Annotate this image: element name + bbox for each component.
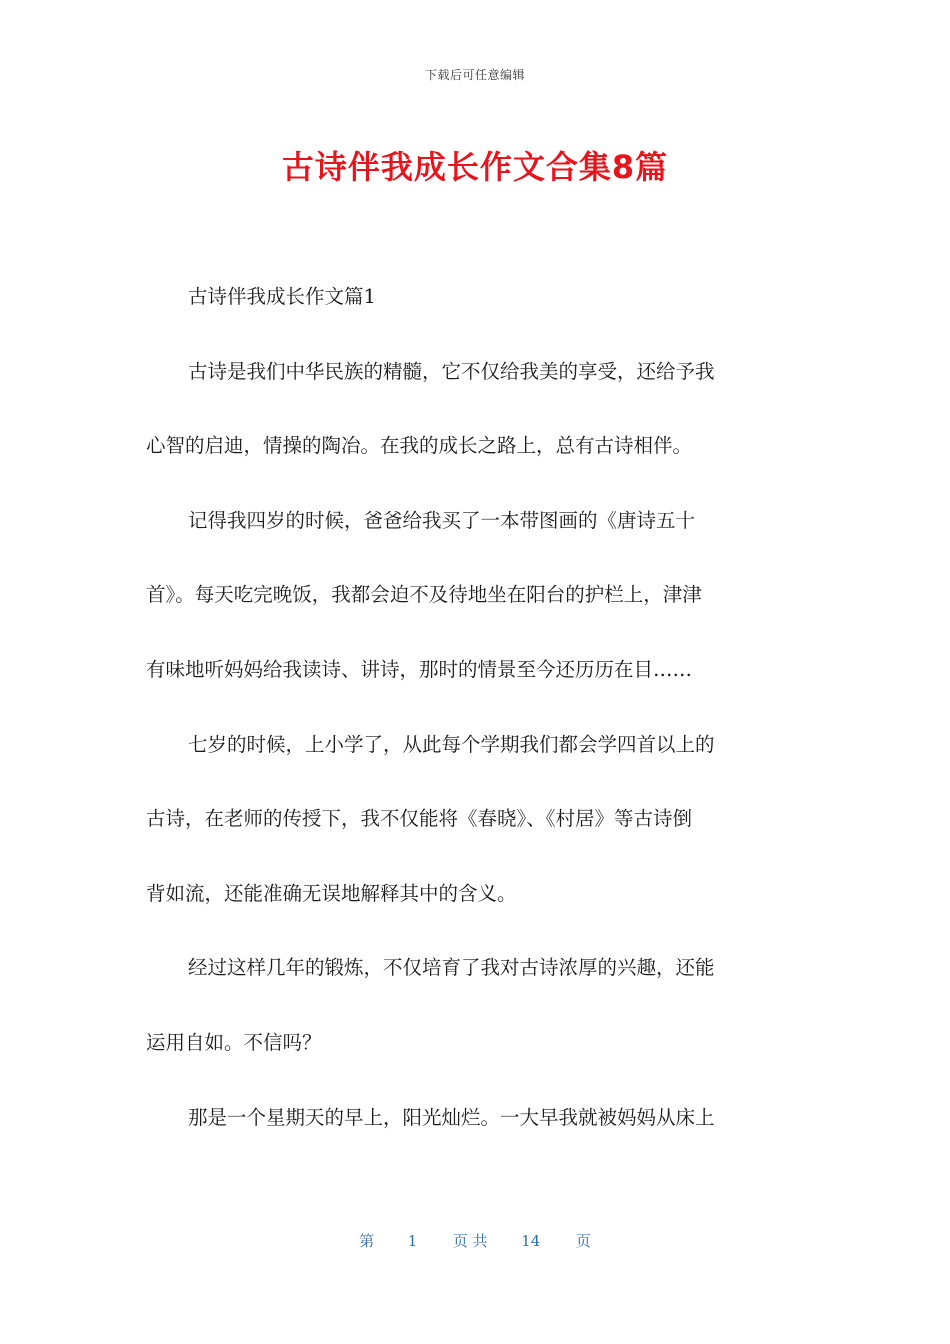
body-line: 心智的启迪，情操的陶冶。在我的成长之路上，总有古诗相伴。 bbox=[146, 434, 693, 458]
page-label-prefix: 第 bbox=[359, 1232, 375, 1250]
body-line: 背如流，还能准确无误地解释其中的含义。 bbox=[146, 881, 517, 905]
document-title: 古诗伴我成长作文合集8篇 bbox=[281, 148, 669, 186]
page-number: 1 bbox=[407, 1232, 418, 1250]
header-note: 下载后可任意编辑 bbox=[424, 68, 525, 82]
body-line: 记得我四岁的时候，爸爸给我买了一本带图画的《唐诗五十 bbox=[188, 508, 696, 532]
page-label-suffix: 页 bbox=[575, 1232, 591, 1250]
body-line: 古诗是我们中华民族的精髓，它不仅给我美的享受，还给予我 bbox=[188, 359, 715, 383]
body-line: 古诗伴我成长作文篇1 bbox=[188, 285, 376, 308]
body-line: 古诗，在老师的传授下，我不仅能将《春晓》、《村居》等古诗倒 bbox=[146, 807, 693, 831]
body-line: 那是一个星期天的早上，阳光灿烂。一大早我就被妈妈从床上 bbox=[188, 1105, 715, 1129]
total-pages: 14 bbox=[521, 1232, 541, 1250]
body-line: 有味地听妈妈给我读诗、讲诗，那时的情景至今还历历在目…… bbox=[146, 657, 693, 681]
body-line: 经过这样几年的锻炼，不仅培育了我对古诗浓厚的兴趣，还能 bbox=[188, 956, 715, 980]
body-line: 七岁的时候，上小学了，从此每个学期我们都会学四首以上的 bbox=[188, 732, 715, 756]
body-line: 运用自如。不信吗？ bbox=[146, 1030, 322, 1054]
page-label-mid: 页 共 bbox=[452, 1232, 488, 1250]
page-footer bbox=[0, 1230, 950, 1251]
body-line: 首》。每天吃完晚饭，我都会迫不及待地坐在阳台的护栏上，津津 bbox=[146, 583, 702, 607]
document-body bbox=[146, 278, 796, 1173]
